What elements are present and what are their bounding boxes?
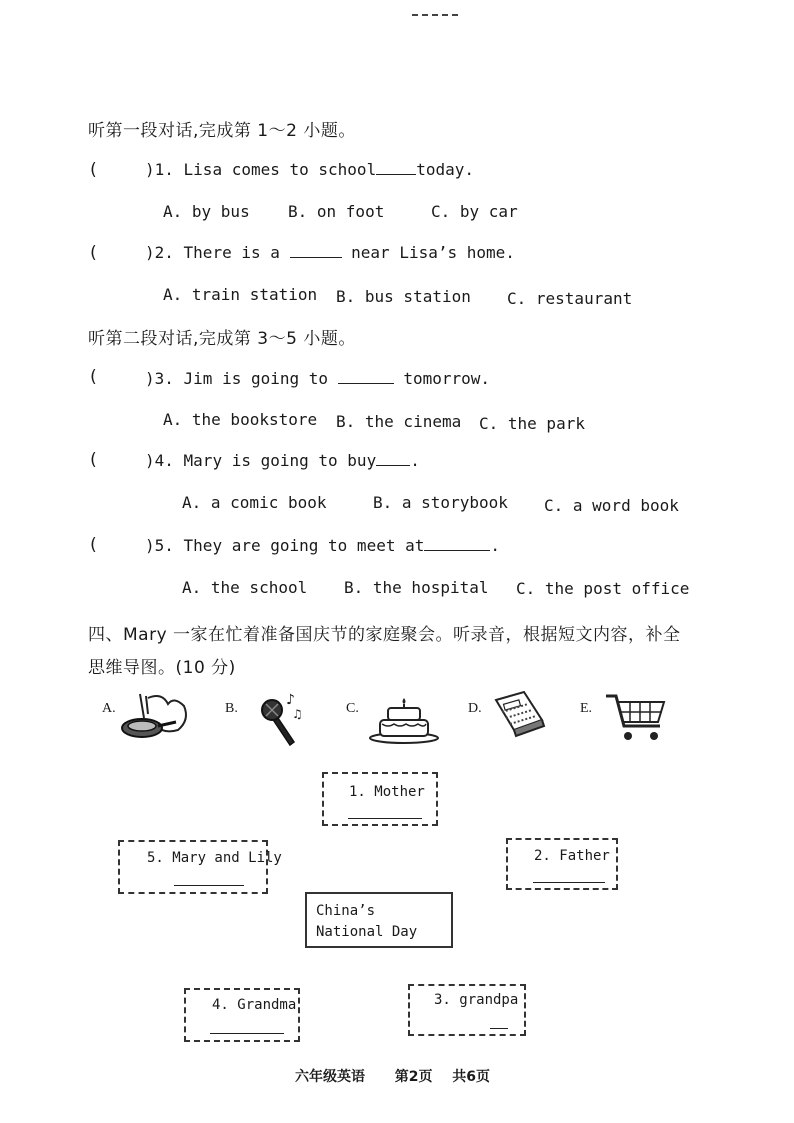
q1-text: 1. Lisa comes to school <box>154 160 377 179</box>
picture-label-a: A. <box>102 701 116 716</box>
q1-paren-close: ) <box>145 160 155 179</box>
footer-grade: 六年级英语 <box>295 1069 365 1085</box>
mindmap-label-mother: 1. Mother <box>349 784 425 800</box>
section-2-instructions: 听第二段对话,完成第 3～5 小题。 <box>88 329 356 349</box>
page-footer <box>295 1066 490 1086</box>
answer-paren-open-4: ( <box>88 450 99 470</box>
answer-paren-open-2: ( <box>88 243 99 263</box>
picture-label-b: B. <box>225 701 238 716</box>
section-1-instructions: 听第一段对话,完成第 1～2 小题。 <box>88 121 356 141</box>
q2-option-b[interactable]: B. bus station <box>336 287 471 306</box>
part-4-instructions-line-1: 四、Mary 一家在忙着准备国庆节的家庭聚会。听录音，根据短文内容，补全 <box>88 625 681 645</box>
svg-text:♪: ♪ <box>286 692 295 708</box>
answer-paren-open-5: ( <box>88 535 99 555</box>
q4-text-end: . <box>410 451 420 470</box>
mindmap-answer-line-father[interactable] <box>533 882 605 883</box>
mindmap-answer-line-grandpa[interactable] <box>490 1028 508 1029</box>
microphone-icon <box>250 690 310 752</box>
picture-label-d: D. <box>468 701 482 716</box>
q1-option-c[interactable]: C. by car <box>431 202 518 221</box>
q5-text: 5. They are going to meet at <box>154 536 425 555</box>
q2-text: 2. There is a <box>154 243 280 262</box>
q3-blank[interactable] <box>338 382 394 384</box>
q4-blank[interactable] <box>376 464 410 466</box>
mindmap-answer-line-mary-lily[interactable] <box>174 885 244 886</box>
mindmap-label-mary-lily: 5. Mary and Lily <box>147 850 282 866</box>
q2-paren-close: ) <box>145 243 155 262</box>
book-icon <box>490 690 546 740</box>
footer-total: 共6页 <box>452 1069 490 1085</box>
answer-paren-open-3: ( <box>88 367 99 387</box>
scan-mark <box>412 14 458 16</box>
q2-blank[interactable] <box>290 256 342 258</box>
q2-text-end: near Lisa’s home. <box>351 243 515 262</box>
q5-blank[interactable] <box>424 549 490 551</box>
question-2 <box>145 243 515 262</box>
q3-option-a[interactable]: A. the bookstore <box>163 410 318 429</box>
question-4 <box>145 451 420 470</box>
cake-icon <box>368 696 440 744</box>
picture-label-c: C. <box>346 701 359 716</box>
mindmap-label-father: 2. Father <box>534 848 610 864</box>
part-4-instructions-line-2: 思维导图。(10 分) <box>88 658 236 678</box>
mindmap-center-line-1: China’s <box>316 903 376 919</box>
question-3 <box>145 369 490 388</box>
q3-text-end: tomorrow. <box>403 369 491 388</box>
q5-option-a[interactable]: A. the school <box>182 578 308 597</box>
q2-option-a[interactable]: A. train station <box>163 285 318 304</box>
q1-blank[interactable] <box>376 173 416 175</box>
footer-page: 第2页 <box>394 1069 433 1085</box>
question-1 <box>145 160 474 179</box>
mindmap-label-grandpa: 3. grandpa <box>434 992 519 1008</box>
mindmap-answer-line-grandma[interactable] <box>210 1033 284 1034</box>
picture-label-e: E. <box>580 701 593 716</box>
question-5 <box>145 536 500 555</box>
q2-option-c[interactable]: C. restaurant <box>507 289 633 308</box>
q3-option-b[interactable]: B. the cinema <box>336 412 462 431</box>
q5-option-c[interactable]: C. the post office <box>516 579 690 598</box>
q5-text-end: . <box>490 536 500 555</box>
q4-option-b[interactable]: B. a storybook <box>373 493 508 512</box>
mindmap-center-line-2: National Day <box>316 924 418 940</box>
q4-option-c[interactable]: C. a word book <box>544 496 679 515</box>
q1-option-b[interactable]: B. on foot <box>288 202 385 221</box>
q3-paren-close: ) <box>145 369 155 388</box>
answer-paren-open-1: ( <box>88 160 99 180</box>
q5-paren-close: ) <box>145 536 155 555</box>
mindmap-label-grandma: 4. Grandma <box>212 997 297 1013</box>
q4-paren-close: ) <box>145 451 155 470</box>
q4-text: 4. Mary is going to buy <box>154 451 377 470</box>
shopping-cart-icon <box>602 690 668 746</box>
svg-text:♫: ♫ <box>292 707 303 721</box>
q3-text: 3. Jim is going to <box>154 369 329 388</box>
q1-text-end: today. <box>416 160 474 179</box>
q4-option-a[interactable]: A. a comic book <box>182 493 327 512</box>
q1-option-a[interactable]: A. by bus <box>163 202 250 221</box>
q5-option-b[interactable]: B. the hospital <box>344 578 489 597</box>
q3-option-c[interactable]: C. the park <box>479 414 585 433</box>
cooking-icon <box>118 690 192 746</box>
mindmap-answer-line-mother[interactable] <box>348 818 422 819</box>
